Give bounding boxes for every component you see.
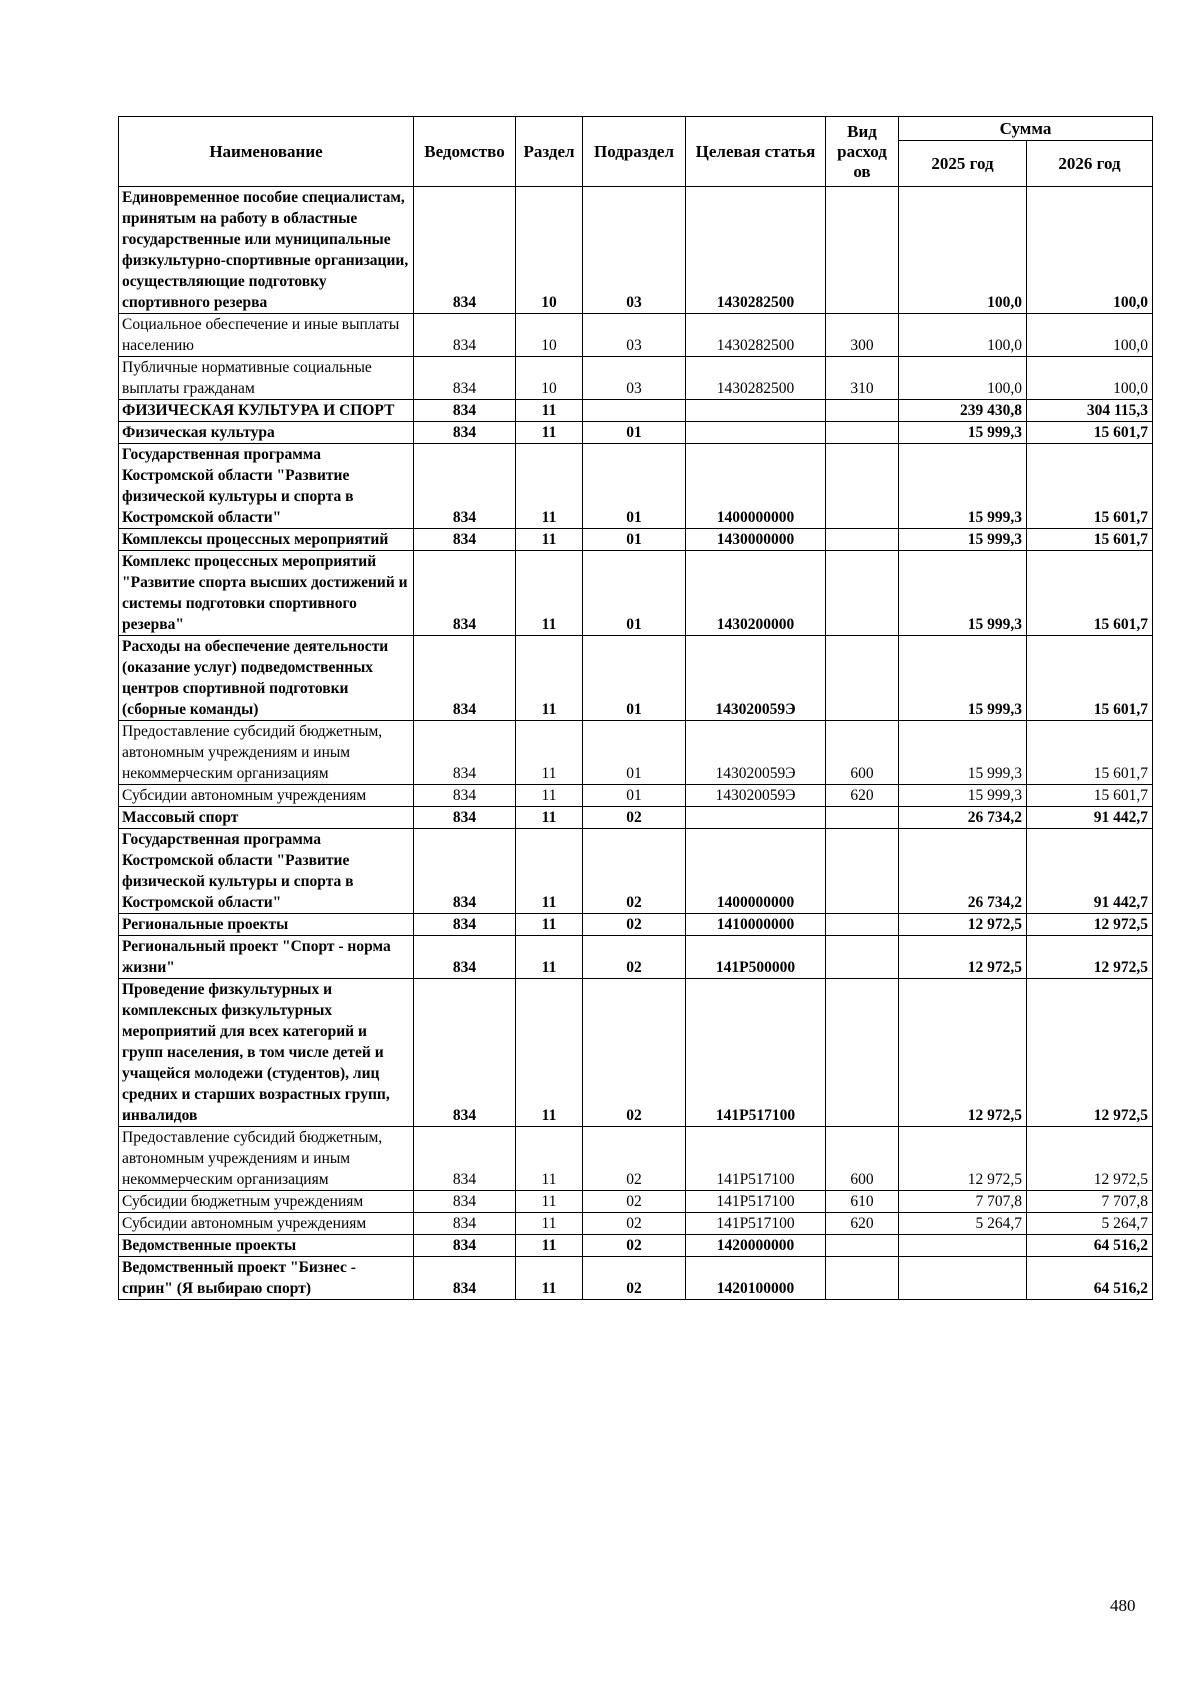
cell-subsection: 02 [583, 807, 686, 829]
cell-subsection: 03 [583, 314, 686, 357]
cell-sum-2026: 15 601,7 [1027, 721, 1153, 785]
cell-sum-2025: 15 999,3 [899, 529, 1027, 551]
cell-name: Государственная программа Костромской области "Развитие физической культуры и спорта в Костромской области" [119, 444, 414, 529]
cell-subsection: 02 [583, 829, 686, 914]
cell-expense-type: 620 [826, 785, 899, 807]
table-row [119, 936, 1153, 979]
cell-section: 11 [516, 1213, 583, 1235]
cell-expense-type: 600 [826, 721, 899, 785]
cell-target: 1400000000 [686, 829, 826, 914]
table-row [119, 1191, 1153, 1213]
cell-expense-type [826, 1257, 899, 1300]
table-row [119, 314, 1153, 357]
table-row [119, 1127, 1153, 1191]
cell-section: 11 [516, 914, 583, 936]
cell-expense-type [826, 979, 899, 1127]
cell-dept: 834 [414, 400, 516, 422]
cell-sum-2025: 100,0 [899, 357, 1027, 400]
cell-sum-2025: 239 430,8 [899, 400, 1027, 422]
cell-name: Комплексы процессных мероприятий [119, 529, 414, 551]
cell-section: 11 [516, 807, 583, 829]
cell-sum-2025: 15 999,3 [899, 636, 1027, 721]
cell-expense-type [826, 529, 899, 551]
cell-sum-2025 [899, 1235, 1027, 1257]
cell-name: Субсидии автономным учреждениям [119, 1213, 414, 1235]
cell-expense-type: 300 [826, 314, 899, 357]
cell-dept: 834 [414, 187, 516, 314]
cell-sum-2026: 15 601,7 [1027, 551, 1153, 636]
cell-name: ФИЗИЧЕСКАЯ КУЛЬТУРА И СПОРТ [119, 400, 414, 422]
cell-name: Проведение физкультурных и комплексных физкультурных мероприятий для всех категорий и групп населения, в том числе детей и учащейся молодежи (студентов), лиц средних и старших возрастных групп, инвалидов [119, 979, 414, 1127]
cell-sum-2026: 100,0 [1027, 314, 1153, 357]
cell-sum-2025 [899, 1257, 1027, 1300]
cell-sum-2025: 15 999,3 [899, 721, 1027, 785]
cell-subsection: 01 [583, 785, 686, 807]
cell-target: 143020059Э [686, 721, 826, 785]
cell-dept: 834 [414, 1127, 516, 1191]
cell-expense-type [826, 444, 899, 529]
header-name: Наименование [119, 117, 414, 187]
cell-target: 143020059Э [686, 636, 826, 721]
cell-dept: 834 [414, 1235, 516, 1257]
cell-sum-2026: 15 601,7 [1027, 636, 1153, 721]
cell-section: 11 [516, 422, 583, 444]
cell-section: 10 [516, 314, 583, 357]
header-year-2025: 2025 год [899, 141, 1027, 187]
cell-sum-2026: 12 972,5 [1027, 979, 1153, 1127]
cell-sum-2025: 12 972,5 [899, 1127, 1027, 1191]
table-row [119, 187, 1153, 314]
table-row [119, 400, 1153, 422]
cell-sum-2025: 15 999,3 [899, 444, 1027, 529]
header-section: Раздел [516, 117, 583, 187]
cell-target: 1430000000 [686, 529, 826, 551]
cell-section: 11 [516, 829, 583, 914]
cell-name: Комплекс процессных мероприятий "Развитие спорта высших достижений и системы подготовки спортивного резерва" [119, 551, 414, 636]
cell-target: 143020059Э [686, 785, 826, 807]
cell-target [686, 400, 826, 422]
cell-name: Расходы на обеспечение деятельности (оказание услуг) подведомственных центров спортивной подготовки (сборные команды) [119, 636, 414, 721]
cell-dept: 834 [414, 314, 516, 357]
cell-expense-type [826, 1235, 899, 1257]
cell-target: 141P517100 [686, 1213, 826, 1235]
cell-subsection: 02 [583, 1191, 686, 1213]
cell-sum-2025: 100,0 [899, 314, 1027, 357]
cell-expense-type: 310 [826, 357, 899, 400]
cell-sum-2026: 7 707,8 [1027, 1191, 1153, 1213]
table-row [119, 444, 1153, 529]
cell-dept: 834 [414, 721, 516, 785]
cell-name: Региональный проект "Спорт - норма жизни" [119, 936, 414, 979]
cell-sum-2026: 12 972,5 [1027, 914, 1153, 936]
cell-sum-2025: 100,0 [899, 187, 1027, 314]
cell-expense-type: 610 [826, 1191, 899, 1213]
cell-dept: 834 [414, 422, 516, 444]
cell-name: Ведомственные проекты [119, 1235, 414, 1257]
cell-name: Физическая культура [119, 422, 414, 444]
cell-section: 11 [516, 444, 583, 529]
cell-target: 141P517100 [686, 1127, 826, 1191]
cell-expense-type [826, 829, 899, 914]
table-row [119, 357, 1153, 400]
cell-sum-2026: 12 972,5 [1027, 1127, 1153, 1191]
cell-target: 1430282500 [686, 357, 826, 400]
cell-dept: 834 [414, 785, 516, 807]
budget-table [118, 116, 1153, 1300]
cell-subsection: 03 [583, 357, 686, 400]
table-row [119, 1213, 1153, 1235]
cell-subsection: 01 [583, 444, 686, 529]
cell-section: 10 [516, 357, 583, 400]
cell-sum-2026: 15 601,7 [1027, 529, 1153, 551]
cell-name: Массовый спорт [119, 807, 414, 829]
cell-subsection: 01 [583, 636, 686, 721]
cell-target: 141P500000 [686, 936, 826, 979]
table-row [119, 1235, 1153, 1257]
cell-sum-2026: 64 516,2 [1027, 1235, 1153, 1257]
cell-target: 141P517100 [686, 1191, 826, 1213]
cell-dept: 834 [414, 551, 516, 636]
cell-expense-type [826, 636, 899, 721]
cell-sum-2025: 15 999,3 [899, 785, 1027, 807]
cell-section: 11 [516, 400, 583, 422]
cell-name: Предоставление субсидий бюджетным, автономным учреждениям и иным некоммерческим организациям [119, 1127, 414, 1191]
table-row [119, 829, 1153, 914]
header-subsection: Подраздел [583, 117, 686, 187]
cell-expense-type [826, 187, 899, 314]
table-header [119, 117, 1153, 187]
header-expense-type: Вид расход ов [826, 117, 899, 187]
cell-name: Государственная программа Костромской области "Развитие физической культуры и спорта в Костромской области" [119, 829, 414, 914]
cell-section: 11 [516, 979, 583, 1127]
cell-sum-2025: 5 264,7 [899, 1213, 1027, 1235]
cell-sum-2025: 15 999,3 [899, 551, 1027, 636]
table-row [119, 551, 1153, 636]
cell-expense-type: 620 [826, 1213, 899, 1235]
cell-expense-type [826, 400, 899, 422]
cell-expense-type [826, 936, 899, 979]
cell-sum-2026: 64 516,2 [1027, 1257, 1153, 1300]
cell-dept: 834 [414, 636, 516, 721]
cell-name: Предоставление субсидий бюджетным, автономным учреждениям и иным некоммерческим организациям [119, 721, 414, 785]
cell-dept: 834 [414, 807, 516, 829]
cell-dept: 834 [414, 936, 516, 979]
cell-name: Региональные проекты [119, 914, 414, 936]
cell-subsection: 01 [583, 529, 686, 551]
header-dept: Ведомство [414, 117, 516, 187]
cell-subsection: 03 [583, 187, 686, 314]
table-row [119, 721, 1153, 785]
cell-section: 11 [516, 936, 583, 979]
cell-target [686, 422, 826, 444]
cell-subsection: 02 [583, 936, 686, 979]
cell-name: Социальное обеспечение и иные выплаты населению [119, 314, 414, 357]
cell-dept: 834 [414, 979, 516, 1127]
table-row [119, 636, 1153, 721]
cell-sum-2025: 12 972,5 [899, 979, 1027, 1127]
cell-sum-2025: 12 972,5 [899, 914, 1027, 936]
table-row [119, 807, 1153, 829]
cell-dept: 834 [414, 914, 516, 936]
cell-sum-2026: 100,0 [1027, 357, 1153, 400]
cell-subsection: 01 [583, 551, 686, 636]
header-year-2026: 2026 год [1027, 141, 1153, 187]
cell-subsection: 02 [583, 1213, 686, 1235]
cell-dept: 834 [414, 1257, 516, 1300]
cell-target: 1420000000 [686, 1235, 826, 1257]
cell-subsection: 02 [583, 914, 686, 936]
cell-name: Ведомственный проект "Бизнес - сприн" (Я выбираю спорт) [119, 1257, 414, 1300]
cell-expense-type [826, 807, 899, 829]
cell-section: 11 [516, 1191, 583, 1213]
cell-target: 141P517100 [686, 979, 826, 1127]
cell-subsection: 02 [583, 979, 686, 1127]
cell-target [686, 807, 826, 829]
cell-subsection: 02 [583, 1257, 686, 1300]
cell-sum-2026: 12 972,5 [1027, 936, 1153, 979]
cell-sum-2025: 26 734,2 [899, 807, 1027, 829]
cell-section: 11 [516, 721, 583, 785]
cell-subsection: 02 [583, 1235, 686, 1257]
cell-section: 11 [516, 636, 583, 721]
cell-sum-2026: 5 264,7 [1027, 1213, 1153, 1235]
cell-sum-2025: 26 734,2 [899, 829, 1027, 914]
cell-sum-2026: 15 601,7 [1027, 422, 1153, 444]
cell-section: 11 [516, 551, 583, 636]
cell-name: Субсидии автономным учреждениям [119, 785, 414, 807]
cell-section: 11 [516, 785, 583, 807]
cell-subsection: 01 [583, 422, 686, 444]
cell-section: 11 [516, 1257, 583, 1300]
cell-sum-2025: 15 999,3 [899, 422, 1027, 444]
cell-dept: 834 [414, 357, 516, 400]
cell-expense-type [826, 551, 899, 636]
page-number: 480 [1110, 1596, 1136, 1615]
cell-subsection: 02 [583, 1127, 686, 1191]
cell-target: 1400000000 [686, 444, 826, 529]
cell-dept: 834 [414, 829, 516, 914]
cell-subsection [583, 400, 686, 422]
cell-section: 11 [516, 1127, 583, 1191]
cell-sum-2026: 100,0 [1027, 187, 1153, 314]
cell-dept: 834 [414, 1191, 516, 1213]
cell-name: Публичные нормативные социальные выплаты гражданам [119, 357, 414, 400]
cell-dept: 834 [414, 1213, 516, 1235]
cell-section: 10 [516, 187, 583, 314]
cell-section: 11 [516, 529, 583, 551]
table-body [119, 187, 1153, 1300]
cell-expense-type [826, 914, 899, 936]
table-row [119, 979, 1153, 1127]
cell-subsection: 01 [583, 721, 686, 785]
cell-sum-2025: 7 707,8 [899, 1191, 1027, 1213]
table-row [119, 422, 1153, 444]
header-sum: Сумма [899, 117, 1153, 141]
cell-sum-2026: 15 601,7 [1027, 444, 1153, 529]
header-target: Целевая статья [686, 117, 826, 187]
table-row [119, 785, 1153, 807]
cell-sum-2026: 91 442,7 [1027, 829, 1153, 914]
cell-expense-type [826, 422, 899, 444]
cell-sum-2026: 91 442,7 [1027, 807, 1153, 829]
cell-sum-2026: 15 601,7 [1027, 785, 1153, 807]
cell-expense-type: 600 [826, 1127, 899, 1191]
cell-target: 1430282500 [686, 314, 826, 357]
cell-dept: 834 [414, 444, 516, 529]
cell-sum-2025: 12 972,5 [899, 936, 1027, 979]
cell-target: 1430282500 [686, 187, 826, 314]
cell-dept: 834 [414, 529, 516, 551]
cell-target: 1410000000 [686, 914, 826, 936]
cell-target: 1420100000 [686, 1257, 826, 1300]
cell-name: Единовременное пособие специалистам, принятым на работу в областные государственные или муниципальные физкультурно-спортивные организации, осуществляющие подготовку спортивного резерва [119, 187, 414, 314]
table-row [119, 1257, 1153, 1300]
table-row [119, 529, 1153, 551]
cell-target: 1430200000 [686, 551, 826, 636]
table-row [119, 914, 1153, 936]
cell-sum-2026: 304 115,3 [1027, 400, 1153, 422]
cell-section: 11 [516, 1235, 583, 1257]
cell-name: Субсидии бюджетным учреждениям [119, 1191, 414, 1213]
